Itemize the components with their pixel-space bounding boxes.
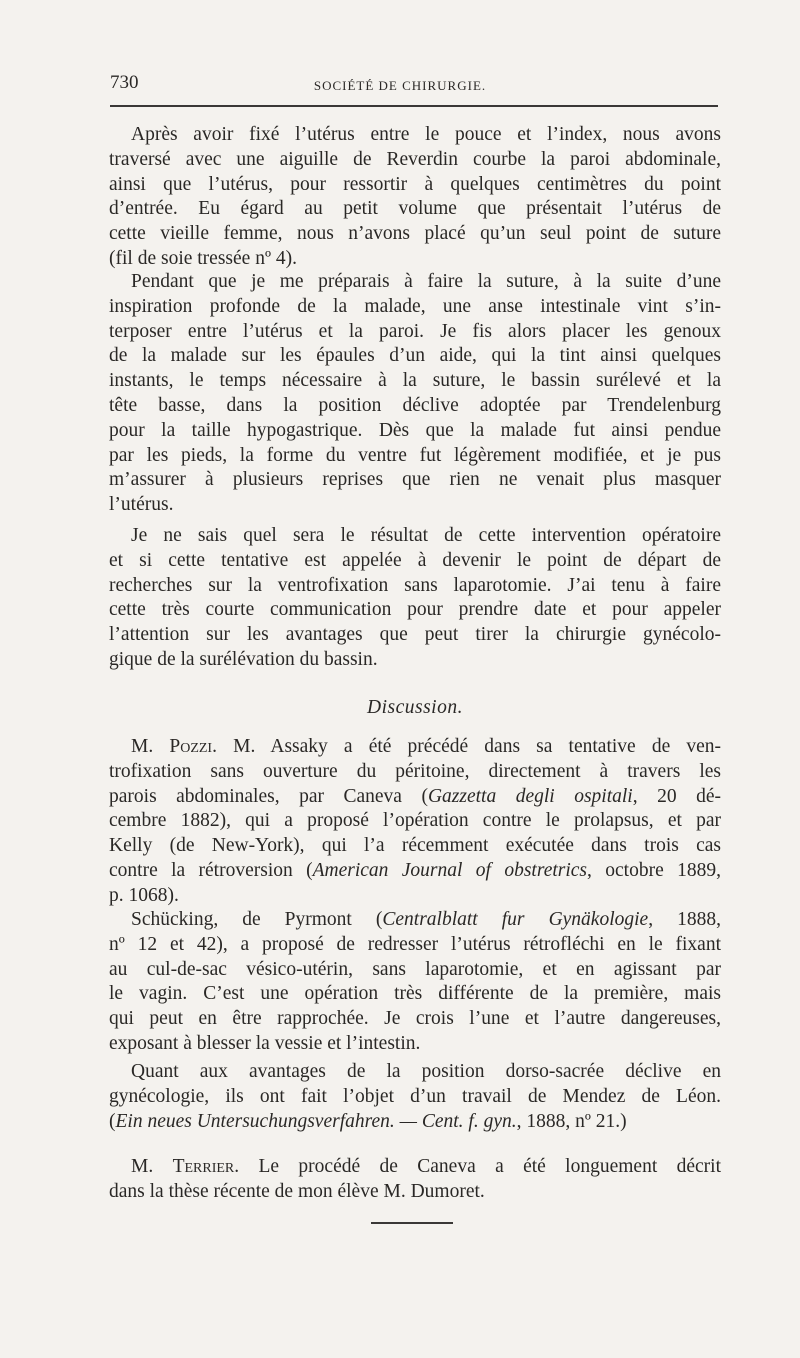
text-line (109, 1180, 721, 1205)
paragraph-schucking (109, 908, 721, 1057)
text-segment: M. (131, 1156, 173, 1177)
text-segment: traversé avec une aiguille de Reverdin courbe la paroi abdominale, (109, 148, 721, 170)
text-line (109, 247, 721, 272)
text-line (109, 785, 721, 810)
text-line (109, 468, 721, 493)
text-segment: gique de la surélévation du bassin. (109, 648, 378, 670)
text-segment: Schücking, de Pyrmont ( (131, 909, 383, 930)
text-line (109, 419, 721, 444)
text-line (109, 549, 721, 574)
text-segment: ainsi que l’utérus, pour ressortir à quelques centimètres du point (109, 173, 721, 195)
text-line (109, 859, 721, 884)
citation-text: Gazzetta degli ospitali (427, 785, 633, 807)
text-line (109, 1110, 721, 1135)
text-segment: l’utérus. (109, 494, 174, 516)
text-segment: nº 12 et 42), a proposé de redresser l’utérus rétrofléchi en le fixant (109, 933, 721, 955)
text-line (109, 884, 721, 909)
text-line (109, 958, 721, 983)
text-segment: par les pieds, la forme du ventre fut légèrement modifiée, et je pus (109, 444, 721, 466)
text-segment: et si cette tentative est appelée à devenir le point de départ de (109, 549, 721, 571)
text-segment: , 1888, nº 21.) (516, 1110, 627, 1132)
text-line (109, 394, 721, 419)
text-line (109, 197, 721, 222)
text-segment: , 1888, (648, 909, 721, 930)
text-line (109, 444, 721, 469)
text-line (109, 1007, 721, 1032)
text-segment: dans la thèse récente de mon élève M. Dumoret. (109, 1180, 485, 1202)
text-segment: ( (109, 1110, 116, 1132)
text-segment: recherches sur la ventrofixation sans laparotomie. J’ai tenu à faire (109, 574, 721, 596)
text-segment: trofixation sans ouverture du péritoine, directement à travers les (109, 760, 721, 782)
speaker-name: Pozzi (169, 736, 213, 757)
header-rule (110, 105, 718, 107)
text-line (109, 1060, 721, 1085)
paragraph-conclusion (109, 524, 721, 673)
text-segment: . M. Assaky a été précédé dans sa tentative de ven- (212, 736, 722, 757)
text-line (109, 524, 721, 549)
paragraph-suture (109, 270, 721, 518)
text-line (109, 735, 721, 760)
text-segment: Kelly (de New-York), qui l’a récemment exécutée dans trois cas (109, 835, 721, 857)
text-segment: , octobre 1889, (587, 859, 721, 881)
text-segment: cembre 1882), qui a proposé l’opération contre le prolapsus, et par (109, 810, 721, 832)
text-segment: M. (131, 736, 170, 757)
paragraph-procedure (109, 123, 721, 272)
text-segment: Après avoir fixé l’utérus entre le pouce et l’index, nous avons (131, 124, 721, 145)
text-line (109, 648, 721, 673)
discussion-heading: Discussion. (367, 697, 463, 718)
citation-text: American Journal of obstretrics (312, 859, 588, 881)
text-segment: le vagin. C’est une opération très différente de la première, mais (109, 983, 721, 1005)
text-line (109, 598, 721, 623)
text-segment: qui peut en être rapprochée. Je crois l’une et l’autre dangereuses, (109, 1008, 721, 1030)
text-segment: d’entrée. Eu égard au petit volume que présentait l’utérus de (109, 198, 721, 220)
text-line (109, 933, 721, 958)
text-line (109, 834, 721, 859)
text-line (109, 295, 721, 320)
text-line (109, 344, 721, 369)
text-line (109, 1032, 721, 1057)
text-segment: terposer entre l’utérus et la paroi. Je fis alors placer les genoux (109, 320, 721, 342)
text-line (109, 809, 721, 834)
text-line (109, 369, 721, 394)
text-segment: p. 1068). (109, 884, 179, 906)
text-line (109, 148, 721, 173)
text-segment: (fil de soie tressée nº 4). (109, 247, 297, 269)
text-line (109, 173, 721, 198)
running-head: SOCIÉTÉ DE CHIRURGIE. (313, 78, 487, 93)
text-segment: contre la rétroversion ( (109, 859, 313, 881)
text-line (109, 123, 721, 148)
text-line (109, 1085, 721, 1110)
text-segment: cette très courte communication pour prendre date et pour appeler (109, 599, 721, 621)
text-segment: Je ne sais quel sera le résultat de cette intervention opératoire (131, 525, 721, 546)
text-line (109, 760, 721, 785)
text-line (109, 623, 721, 648)
text-segment: . Le procédé de Caneva a été longuement décrit (234, 1156, 721, 1177)
text-line (109, 982, 721, 1007)
end-rule (371, 1222, 453, 1224)
text-segment: Pendant que je me préparais à faire la suture, à la suite d’une (131, 271, 721, 292)
paragraph-terrier (109, 1155, 721, 1205)
text-segment: Quant aux avantages de la position dorso-sacrée déclive en (131, 1061, 721, 1082)
text-line (109, 1155, 721, 1180)
page-number: 730 (110, 72, 139, 93)
citation-text: Centralblatt fur Gynäkologie (382, 909, 649, 930)
text-segment: instants, le temps nécessaire à la suture, le bassin surélevé et la (109, 370, 721, 392)
text-segment: , 20 dé- (632, 785, 722, 807)
text-line (109, 320, 721, 345)
paragraph-mendez (109, 1060, 721, 1134)
speaker-name: Terrier (172, 1156, 235, 1177)
text-segment: de la malade sur les épaules d’un aide, qui la tint ainsi quelques (109, 345, 721, 367)
text-line (109, 493, 721, 518)
citation-text: Ein neues Untersuchungsverfahren. — Cent. f. gyn. (115, 1110, 517, 1132)
text-segment: l’attention sur les avantages que peut tirer la chirurgie gynécolo- (109, 624, 721, 646)
text-line (109, 222, 721, 247)
text-segment: m’assurer à plusieurs reprises que rien ne venait plus masquer (109, 469, 721, 491)
paragraph-pozzi (109, 735, 721, 909)
text-segment: inspiration profonde de la malade, une anse intestinale vint s’in- (109, 295, 721, 317)
text-segment: cette vieille femme, nous n’avons placé qu’un seul point de suture (109, 223, 721, 245)
text-segment: exposant à blesser la vessie et l’intestin. (109, 1032, 421, 1054)
text-segment: tête basse, dans la position déclive adoptée par Trendelenburg (109, 394, 721, 416)
text-segment: parois abdominales, par Caneva ( (109, 785, 428, 807)
text-line (109, 574, 721, 599)
text-segment: pour la taille hypogastrique. Dès que la malade fut ainsi pendue (109, 419, 721, 441)
text-segment: au cul-de-sac vésico-utérin, sans laparotomie, et en agissant par (109, 958, 721, 980)
text-segment: gynécologie, ils ont fait l’objet d’un travail de Mendez de Léon. (109, 1085, 721, 1107)
text-line (109, 270, 721, 295)
text-line (109, 908, 721, 933)
